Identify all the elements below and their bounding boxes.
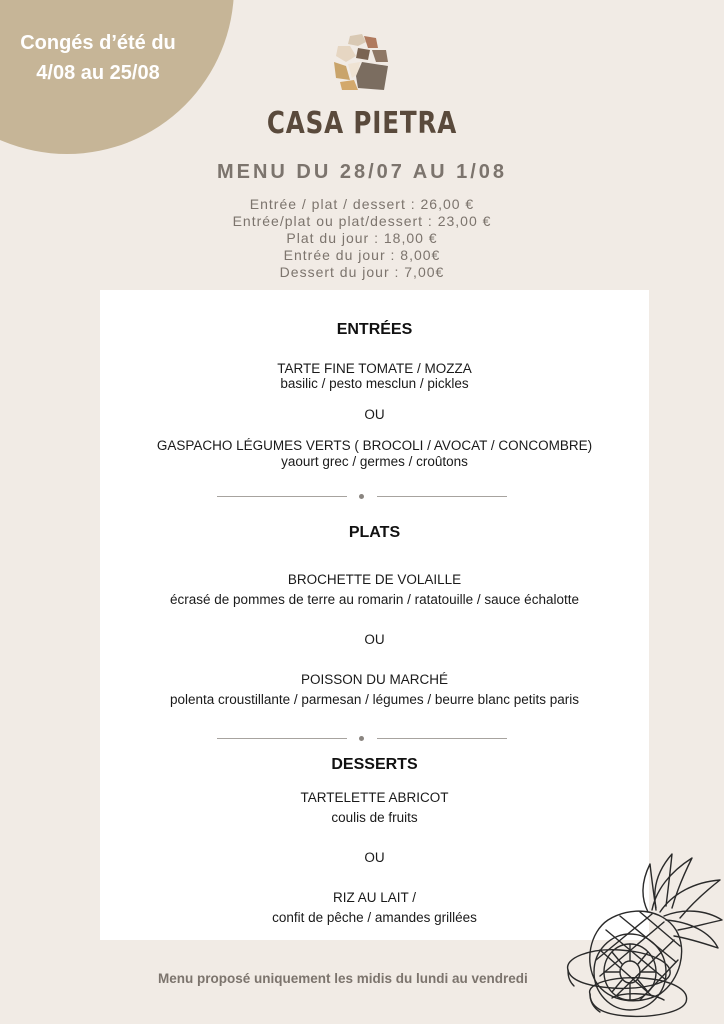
dish-description: yaourt grec / germes / croûtons <box>281 454 468 469</box>
brand-name: CASA PIETRA <box>266 106 458 141</box>
dish-description: basilic / pesto mesclun / pickles <box>280 376 469 391</box>
vacation-notice <box>0 28 196 88</box>
price-item: Entrée du jour : 8,00€ <box>283 247 441 263</box>
or-separator: OU <box>364 850 385 865</box>
dish-name: BROCHETTE DE VOLAILLE <box>287 572 462 587</box>
vacation-notice-line2: 4/08 au 25/08 <box>36 62 160 84</box>
dish-name: POISSON DU MARCHÉ <box>300 672 449 687</box>
price-item: Plat du jour : 18,00 € <box>286 230 438 246</box>
pineapple-sketch-icon <box>560 850 724 1024</box>
dish-description: coulis de fruits <box>331 810 418 825</box>
dish-description: polenta croustillante / parmesan / légumes / beurre blanc petits paris <box>170 692 579 707</box>
section-divider <box>217 733 507 743</box>
stone-mosaic-logo-icon <box>332 32 390 94</box>
price-item: Entrée / plat / dessert : 26,00 € <box>249 196 475 212</box>
dish-name: GASPACHO LÉGUMES VERTS ( BROCOLI / AVOCAT / CONCOMBRE) <box>156 438 593 453</box>
dish-description: écrasé de pommes de terre au romarin / ratatouille / sauce échalotte <box>170 592 579 607</box>
menu-title: MENU DU 28/07 AU 1/08 <box>216 161 508 183</box>
or-separator: OU <box>364 632 385 647</box>
section-title-desserts: DESSERTS <box>331 756 418 773</box>
dish-name: TARTE FINE TOMATE / MOZZA <box>277 361 472 376</box>
section-title-plats: PLATS <box>348 524 401 541</box>
or-separator: OU <box>364 407 385 422</box>
price-item: Dessert du jour : 7,00€ <box>279 264 445 280</box>
menu-card <box>100 290 649 940</box>
dish-name: TARTELETTE ABRICOT <box>300 790 449 805</box>
section-title-entrees: ENTRÉES <box>336 321 413 338</box>
price-list <box>0 196 724 281</box>
footer-note: Menu proposé uniquement les midis du lundi au vendredi <box>158 971 528 986</box>
dish-name: RIZ AU LAIT / <box>332 890 417 905</box>
dish-description: confit de pêche / amandes grillées <box>272 910 477 925</box>
section-divider <box>217 491 507 501</box>
price-item: Entrée/plat ou plat/dessert : 23,00 € <box>232 213 492 229</box>
vacation-notice-line1: Congés d’été du <box>20 32 176 54</box>
